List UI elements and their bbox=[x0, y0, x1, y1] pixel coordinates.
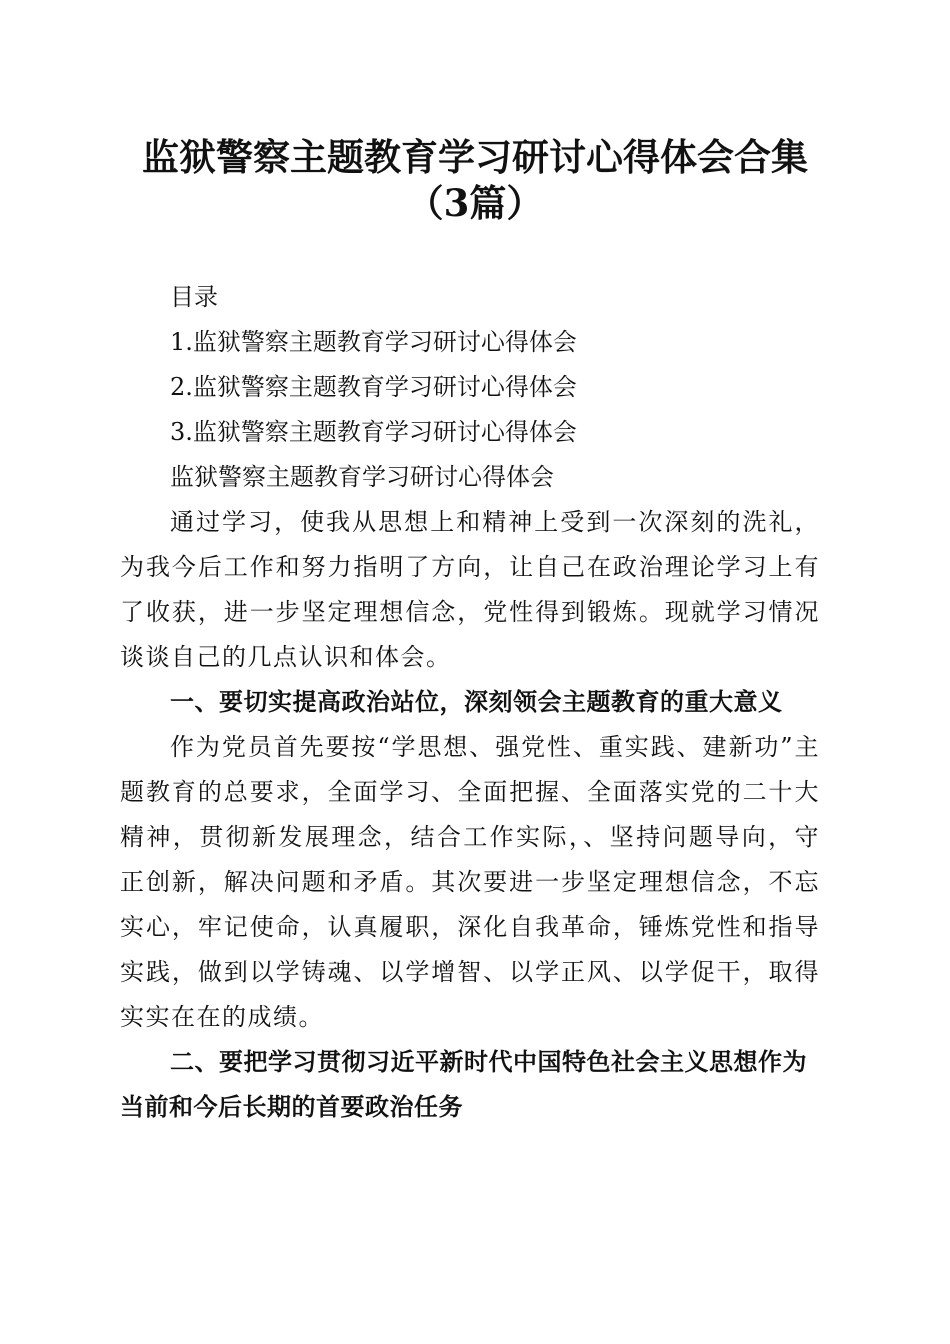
toc-item-1: 1.监狱警察主题教育学习研讨心得体会 bbox=[170, 328, 577, 356]
section-2-heading: 二、要把学习贯彻习近平新时代中国特色社会主义思想作为当前和今后长期的首要政治任务 bbox=[120, 1048, 807, 1121]
toc-label: 目录 bbox=[170, 283, 218, 311]
toc-item-3: 3.监狱警察主题教育学习研讨心得体会 bbox=[170, 418, 577, 446]
section-1-paragraph: 作为党员首先要按“学思想、强党性、重实践、建新功”主题教育的总要求，全面学习、全面把握、全面落实党的二十大精神，贯彻新发展理念，结合工作实际，、坚持问题导向，守正创新，解决问题和矛盾。其次要进一步坚定理想信念，不忘实心，牢记使命，认真履职，深化自我革命，锤炼党性和指导实践，做到以学铸魂、以学增智、以学正风、以学促干，取得实实在在的成绩。 bbox=[120, 733, 820, 1031]
document-title: 监狱警察主题教育学习研讨心得体会合集（3篇） bbox=[142, 135, 808, 225]
toc-item-2: 2.监狱警察主题教育学习研讨心得体会 bbox=[170, 373, 577, 401]
section-1-heading: 一、要切实提高政治站位，深刻领会主题教育的重大意义 bbox=[170, 688, 783, 716]
article-title: 监狱警察主题教育学习研讨心得体会 bbox=[170, 463, 554, 491]
intro-paragraph: 通过学习，使我从思想上和精神上受到一次深刻的洗礼，为我今后工作和努力指明了方向，让自己在政治理论学习上有了收获，进一步坚定理想信念，党性得到锻炼。现就学习情况谈谈自己的几点认识和体会。 bbox=[120, 508, 820, 671]
document-body bbox=[120, 275, 820, 1130]
